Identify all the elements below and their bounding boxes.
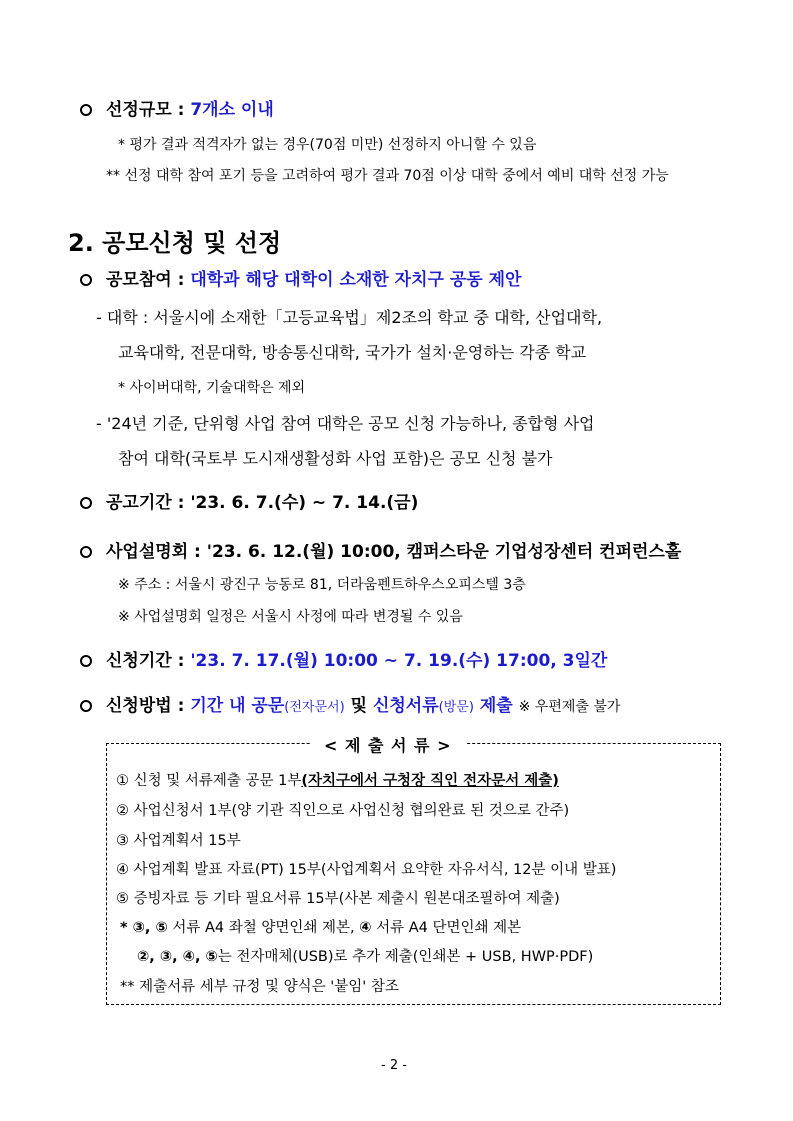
briefing-text: 사업설명회 : '23. 6. 12.(월) 10:00, 캠퍼스타운 기업성장센터 컨퍼런스홀 — [106, 542, 682, 562]
doc-item-2: ② 사업신청서 1부(양 기관 직인으로 사업신청 협의완료 된 것으로 간주) — [116, 803, 570, 819]
apply-method-part4: 제출 — [479, 696, 513, 716]
doc-item-3: ③ 사업계획서 15부 — [116, 833, 241, 849]
apply-method-part2: 및 — [350, 696, 368, 716]
briefing-note-1: ※ 주소 : 서울시 광진구 능동로 81, 더라움펜트하우스오피스텔 3층 — [118, 577, 526, 593]
doc-note-1-b: 서류 A4 좌철 양면인쇄 제본, — [172, 920, 355, 936]
scale-value: 7개소 이내 — [190, 100, 274, 120]
doc-note-2-a: ②, ③, ④, ⑤ — [137, 949, 218, 965]
apply-period-label: 신청기간 : — [106, 651, 185, 671]
circle-bullet-icon — [80, 655, 92, 667]
univ-note: * 사이버대학, 기술대학은 제외 — [118, 380, 306, 396]
apply-method-part1-small: (전자문서) — [284, 700, 345, 715]
briefing-heading — [80, 537, 681, 562]
apply-method-part1: 기간 내 공문 — [190, 696, 285, 716]
participation-value: 대학과 해당 대학이 소재한 자치구 공동 제안 — [190, 270, 522, 290]
circle-bullet-icon — [80, 546, 92, 558]
apply-period-value: '23. 7. 17.(월) 10:00 ~ 7. 19.(수) 17:00, 3일간 — [190, 651, 608, 671]
apply-method-note: ※ 우편제출 불가 — [518, 699, 621, 715]
briefing-note-2: ※ 사업설명회 일정은 서울시 사정에 따라 변경될 수 있음 — [118, 609, 463, 625]
participation-label: 공모참여 : — [106, 270, 185, 290]
circle-bullet-icon — [80, 497, 92, 509]
apply-period-heading — [80, 646, 607, 671]
scale-note-1: * 평가 결과 적격자가 없는 경우(70점 미만) 선정하지 아니할 수 있음 — [118, 137, 537, 153]
univ-line-1: - 대학 : 서울시에 소재한「고등교육법」제2조의 학교 중 대학, 산업대학, — [96, 308, 603, 327]
announce-heading — [80, 488, 418, 513]
doc-item-1-emphasis: (자치구에서 구청장 직인 전자문서 제출) — [301, 773, 559, 789]
section-title: 2. 공모신청 및 선정 — [68, 229, 282, 257]
doc-item-4: ④ 사업계획 발표 자료(PT) 15부(사업계획서 요약한 자유서식, 12분 이내 발표) — [116, 862, 617, 878]
apply-method-heading — [80, 691, 620, 716]
doc-note-1-d: 서류 A4 단면인쇄 제본 — [376, 920, 522, 936]
doc-note-1-c: ④ — [359, 920, 372, 936]
scale-note-2: ** 선정 대학 참여 포기 등을 고려하여 평가 결과 70점 이상 대학 중에서 예비 대학 선정 가능 — [106, 168, 669, 184]
doc-note-2-b: 는 전자매체(USB)로 추가 제출(인쇄본 + USB, HWP·PDF) — [217, 949, 594, 965]
scale-label: 선정규모 : — [106, 100, 185, 120]
criteria-line-1: - '24년 기준, 단위형 사업 참여 대학은 공모 신청 가능하나, 종합형 사업 — [96, 414, 595, 433]
announce-text: 공고기간 : '23. 6. 7.(수) ~ 7. 14.(금) — [106, 493, 419, 513]
apply-method-part3: 신청서류 — [372, 696, 439, 716]
doc-item-1 — [116, 769, 559, 790]
page-number: - 2 - — [381, 1058, 407, 1073]
doc-note-3: ** 제출서류 세부 규정 및 양식은 '붙임' 참조 — [120, 979, 399, 995]
doc-item-5: ⑤ 증빙자료 등 기타 필요서류 15부(사본 제출시 원본대조필하여 제출) — [116, 891, 560, 907]
circle-bullet-icon — [80, 104, 92, 116]
documents-title: < 제 출 서 류 > — [310, 733, 466, 756]
apply-method-label: 신청방법 : — [106, 696, 185, 716]
circle-bullet-icon — [80, 274, 92, 286]
apply-method-part3-small: (방문) — [438, 700, 474, 715]
participation-heading — [80, 265, 521, 290]
criteria-line-2: 참여 대학(국토부 도시재생활성화 사업 포함)은 공모 신청 불가 — [118, 449, 553, 468]
scale-heading — [80, 95, 274, 120]
doc-item-1-text: ① 신청 및 서류제출 공문 1부 — [116, 773, 302, 789]
circle-bullet-icon — [80, 700, 92, 712]
univ-line-2: 교육대학, 전문대학, 방송통신대학, 국가가 설치·운영하는 각종 학교 — [118, 343, 587, 362]
doc-note-1 — [120, 916, 521, 937]
doc-note-2 — [137, 945, 593, 966]
doc-note-1-a: * ③, ⑤ — [120, 920, 168, 936]
